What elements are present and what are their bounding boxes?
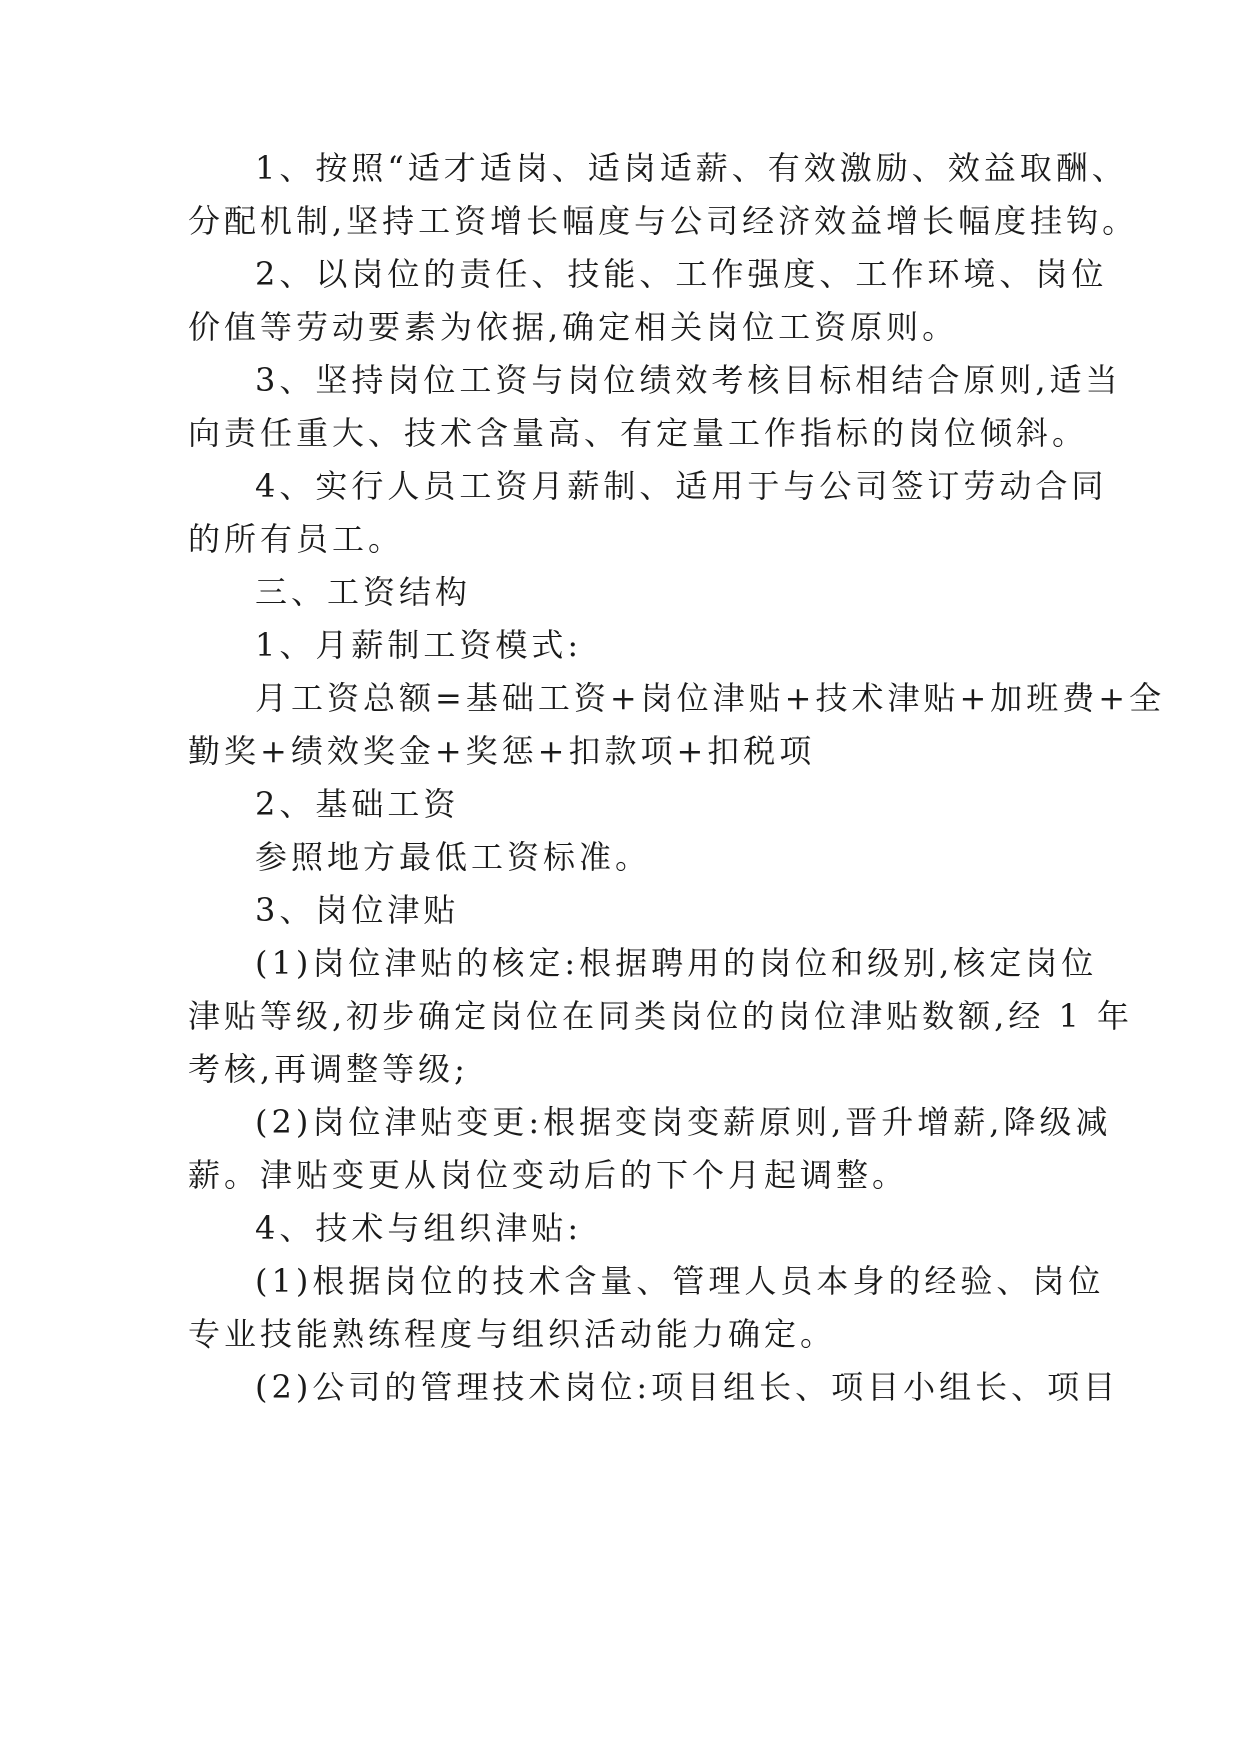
section-heading: 三、工资结构: [255, 573, 472, 611]
text-line: (1)岗位津贴的核定:根据聘用的岗位和级别,核定岗位: [255, 944, 1098, 982]
text-line: 1、按照“适才适岗、适岗适薪、有效激励、效益取酬、: [255, 149, 1128, 187]
text-line: 3、岗位津贴: [255, 891, 460, 929]
text-line: 的所有员工。: [188, 520, 405, 558]
text-line: 4、实行人员工资月薪制、适用于与公司签订劳动合同: [255, 467, 1108, 505]
text-line: 津贴等级,初步确定岗位在同类岗位的岗位津贴数额,经 1 年: [188, 997, 1134, 1035]
text-line: 专业技能熟练程度与组织活动能力确定。: [188, 1315, 837, 1353]
text-line: 4、技术与组织津贴:: [255, 1209, 583, 1247]
text-line: 薪。津贴变更从岗位变动后的下个月起调整。: [188, 1156, 909, 1194]
text-line: 考核,再调整等级;: [188, 1050, 469, 1088]
text-line: 月工资总额=基础工资+岗位津贴+技术津贴+加班费+全: [255, 679, 1166, 717]
text-line: (2)公司的管理技术岗位:项目组长、项目小组长、项目: [255, 1368, 1120, 1406]
text-line: 分配机制,坚持工资增长幅度与公司经济效益增长幅度挂钩。: [188, 202, 1139, 240]
text-line: 向责任重大、技术含量高、有定量工作指标的岗位倾斜。: [188, 414, 1089, 452]
text-line: 2、基础工资: [255, 785, 460, 823]
text-line: 1、月薪制工资模式:: [255, 626, 583, 664]
text-line: (1)根据岗位的技术含量、管理人员本身的经验、岗位: [255, 1262, 1105, 1300]
text-line: 勤奖+绩效奖金+奖惩+扣款项+扣税项: [188, 732, 816, 770]
text-line: 3、坚持岗位工资与岗位绩效考核目标相结合原则,适当: [255, 361, 1122, 399]
text-line: 参照地方最低工资标准。: [255, 838, 652, 876]
text-line: 价值等劳动要素为依据,确定相关岗位工资原则。: [188, 308, 959, 346]
text-line: 2、以岗位的责任、技能、工作强度、工作环境、岗位: [255, 255, 1108, 293]
text-line: (2)岗位津贴变更:根据变岗变薪原则,晋升增薪,降级减: [255, 1103, 1112, 1141]
